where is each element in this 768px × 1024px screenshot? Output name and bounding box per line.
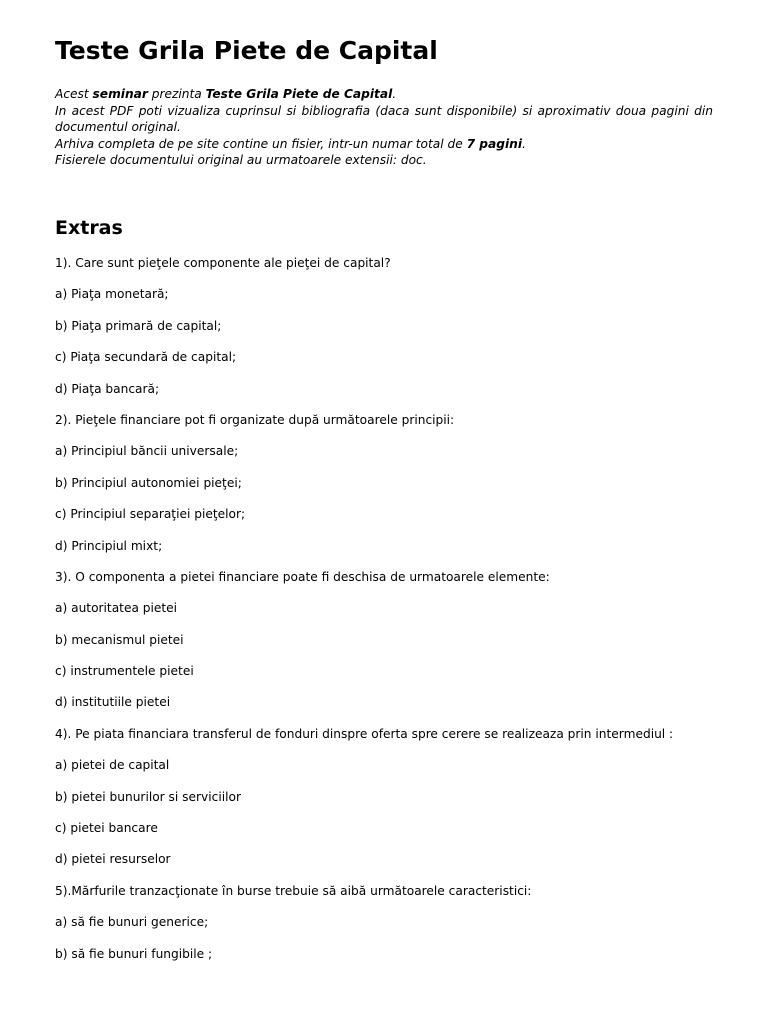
question-line: 2). Pieţele financiare pot fi organizate după următoarele principii: (55, 412, 455, 427)
intro-bold-seminar: seminar (92, 87, 148, 101)
extract-lines (55, 255, 713, 977)
answer-line: d) Piaţa bancară; (55, 381, 160, 396)
answer-line: b) să fie bunuri fungibile ; (55, 946, 213, 961)
answer-line: d) institutiile pietei (55, 695, 171, 710)
answer-line: c) Piaţa secundară de capital; (55, 350, 237, 365)
answer-line: a) Piaţa monetară; (55, 287, 169, 302)
answer-line: a) autoritatea pietei (55, 601, 178, 616)
answer-line: b) mecanismul pietei (55, 632, 184, 647)
intro-text: Arhiva completa de pe site contine un fisier, intr-un numar total de (55, 136, 467, 151)
question-line: 4). Pe piata financiara transferul de fonduri dinspre oferta spre cerere se realizeaza prin intermediul : (55, 726, 674, 741)
intro-block (55, 86, 713, 169)
intro-bold-pages: 7 pagini (466, 136, 523, 151)
answer-line: c) instrumentele pietei (55, 664, 194, 679)
answer-line: d) Principiul mixt; (55, 538, 163, 553)
answer-line: b) pietei bunurilor si serviciilor (55, 789, 241, 804)
answer-line: d) pietei resurselor (55, 852, 171, 867)
intro-text: prezinta (147, 87, 206, 101)
answer-line: b) Piaţa primară de capital; (55, 318, 222, 333)
answer-line: c) pietei bancare (55, 821, 158, 836)
intro-text: . (392, 87, 397, 101)
answer-line: c) Principiul separaţiei pieţelor; (55, 507, 246, 522)
question-line: 5).Mărfurile tranzacţionate în burse trebuie să aibă următoarele caracteristici: (55, 883, 532, 898)
answer-line: b) Principiul autonomiei pieţei; (55, 475, 242, 490)
intro-text: . (522, 136, 526, 151)
answer-line: a) să fie bunuri generice; (55, 915, 209, 930)
question-line: 3). O componenta a pietei financiare poate fi deschisa de urmatoarele elemente: (55, 569, 550, 584)
intro-line-seminar (55, 86, 713, 103)
intro-text: Acest (55, 87, 93, 101)
document-title: Teste Grila Piete de Capital (55, 36, 438, 65)
intro-line-extensions: Fisierele documentului original au urmatoarele extensii: doc. (55, 153, 427, 167)
answer-line: a) pietei de capital (55, 758, 170, 773)
intro-line-pdf: In acest PDF poti vizualiza cuprinsul si bibliografia (daca sunt disponibile) si aproximativ doua pagini din documentul original. (55, 103, 713, 134)
section-title-extras: Extras (55, 217, 123, 239)
intro-bold-title: Teste Grila Piete de Capital (205, 87, 393, 101)
question-line: 1). Care sunt pieţele componente ale pieţei de capital? (55, 256, 391, 270)
intro-line-archive (55, 136, 713, 153)
answer-line: a) Principiul băncii universale; (55, 444, 239, 459)
